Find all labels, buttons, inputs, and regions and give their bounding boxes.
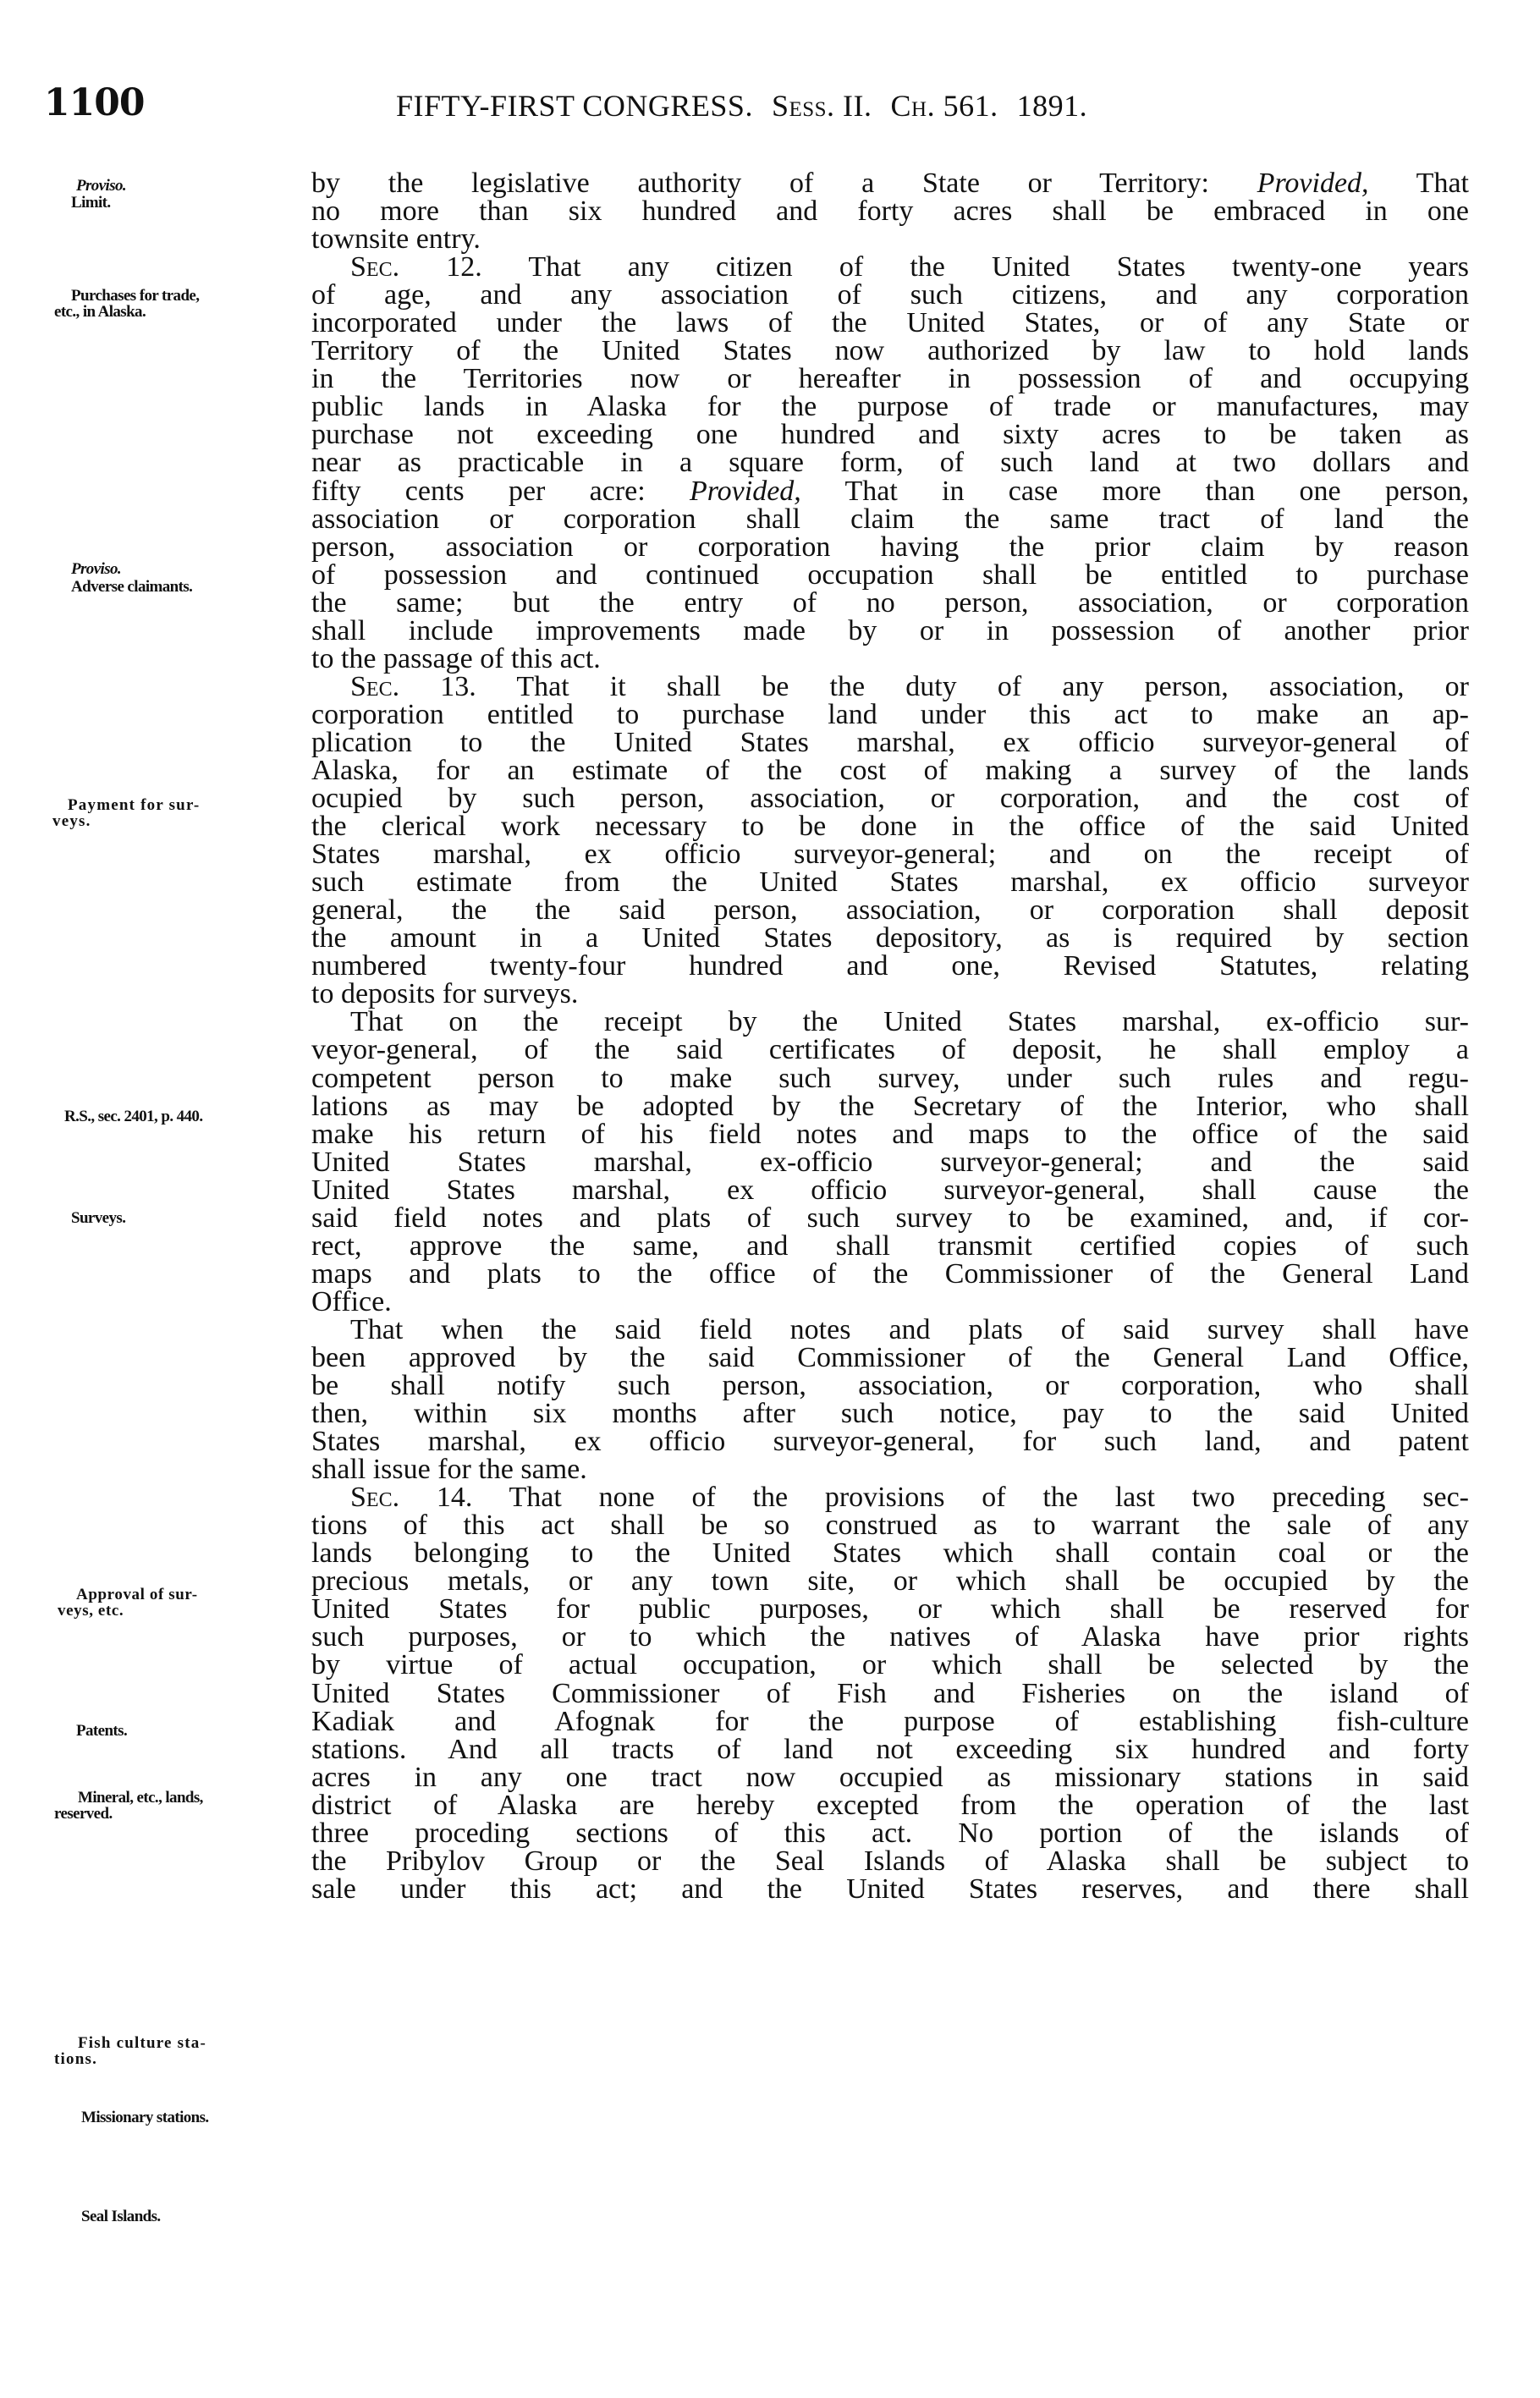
- text-line: Kadiak and Afognak for the purpose of establishing fish-culture: [311, 1705, 1469, 1737]
- text-line: public lands in Alaska for the purpose of trade or manufactures, may: [311, 391, 1469, 423]
- paragraph-start: That on the receipt by the United States marshal, ex-officio sur-: [350, 1006, 1469, 1038]
- text-line: stations. And all tracts of land not exceeding six hundred and forty: [311, 1733, 1469, 1765]
- text-line: association or corporation shall claim the same tract of land the: [311, 503, 1469, 535]
- text-line: Territory of the United States now authorized by law to hold lands: [311, 335, 1469, 367]
- text-line: the same; but the entry of no person, association, or corporation: [311, 586, 1469, 619]
- text-line: the amount in a United States depository, as is required by section: [311, 922, 1469, 954]
- text-line: ocupied by such person, association, or corporation, and the cost of: [311, 783, 1469, 815]
- text-line: district of Alaska are hereby excepted from the operation of the last: [311, 1789, 1469, 1821]
- year-label: 1891.: [1016, 89, 1088, 123]
- margin-note: Proviso.: [76, 177, 127, 195]
- margin-note: R.S., sec. 2401, p. 440.: [64, 1108, 203, 1125]
- section-number: Sec. 12.: [350, 251, 482, 283]
- text-line: States marshal, ex officio surveyor-general; and on the receipt of: [311, 839, 1469, 871]
- text-line: United States marshal, ex-officio surveyor-general; and the said: [311, 1146, 1469, 1178]
- text-line: competent person to make such survey, under such rules and regu-: [311, 1062, 1469, 1094]
- running-head: [396, 88, 1106, 124]
- text-line: shall issue for the same.: [311, 1454, 587, 1486]
- margin-note: Purchases for trade, etc., in Alaska.: [54, 287, 200, 321]
- text-line: corporation entitled to purchase land under this act to make an ap-: [311, 698, 1469, 730]
- text-line: by virtue of actual occupation, or which shall be selected by the: [311, 1649, 1469, 1681]
- text-line: shall include improvements made by or in possession of another prior: [311, 614, 1469, 646]
- section-12-start: Sec. 12. That any citizen of the United States twenty-one years: [350, 251, 1469, 283]
- text-line: States marshal, ex officio surveyor-general, for such land, and patent: [311, 1426, 1469, 1458]
- congress-title: FIFTY-FIRST CONGRESS.: [396, 89, 753, 123]
- section-13-start: Sec. 13. That it shall be the duty of any person, association, or: [350, 670, 1470, 702]
- text-line: said field notes and plats of such survey to be examined, and, if cor-: [311, 1202, 1469, 1234]
- margin-note: Mineral, etc., lands, reserved.: [54, 1789, 203, 1823]
- text-line: by the legislative authority of a State or Territory: Provided, That: [311, 168, 1469, 199]
- text-line: veyor-general, of the said certificates of deposit, he shall employ a: [311, 1034, 1469, 1066]
- text-line: Office.: [311, 1285, 392, 1317]
- margin-note: Missionary stations.: [81, 2109, 209, 2126]
- text-line: the Pribylov Group or the Seal Islands of Alaska shall be subject to: [311, 1845, 1469, 1877]
- text-line: no more than six hundred and forty acres shall be embraced in one: [311, 195, 1469, 228]
- page-number: 1100: [44, 81, 145, 124]
- paragraph-start: That when the said field notes and plats of said survey shall have: [350, 1313, 1469, 1345]
- text-line: to deposits for surveys.: [311, 978, 579, 1010]
- session-label: Sess. II.: [771, 89, 872, 123]
- text-line: the clerical work necessary to be done in the office of the said United: [311, 811, 1469, 843]
- section-14-start: Sec. 14. That none of the provisions of the last two preceding sec-: [350, 1482, 1469, 1514]
- text-line: lands belonging to the United States which shall contain coal or the: [311, 1537, 1469, 1570]
- text-line: purchase not exceeding one hundred and sixty acres to be taken as: [311, 419, 1469, 451]
- margin-note: Proviso.: [71, 560, 122, 578]
- text-line: maps and plats to the office of the Commissioner of the General Land: [311, 1257, 1469, 1290]
- margin-note: Fish culture sta- tions.: [54, 2034, 206, 2068]
- margin-note: Adverse claimants.: [71, 578, 193, 596]
- text-line: United States Commissioner of Fish and Fisheries on the island of: [311, 1677, 1469, 1709]
- text-line: of age, and any association of such citizens, and any corporation: [311, 279, 1469, 311]
- margin-note: Limit.: [71, 194, 111, 212]
- text-line: then, within six months after such notice, pay to the said United: [311, 1398, 1469, 1430]
- text-line: person, association or corporation having the prior claim by reason: [311, 531, 1469, 563]
- text-line: acres in any one tract now occupied as missionary stations in said: [311, 1761, 1469, 1793]
- statute-body-text: [311, 169, 1469, 1903]
- text-line: numbered twenty-four hundred and one, Revised Statutes, relating: [311, 950, 1469, 982]
- text-line: rect, approve the same, and shall transmit certified copies of such: [311, 1229, 1469, 1262]
- text-line: townsite entry.: [311, 223, 481, 256]
- text-line: general, the the said person, association, or corporation shall deposit: [311, 894, 1469, 927]
- margin-note: Patents.: [76, 1722, 128, 1740]
- text-line: such estimate from the United States marshal, ex officio surveyor: [311, 866, 1469, 899]
- text-line: sale under this act; and the United States reserves, and there shall: [311, 1873, 1469, 1905]
- text-line: incorporated under the laws of the United States, or of any State or: [311, 307, 1469, 339]
- text-line: to the passage of this act.: [311, 642, 601, 674]
- section-number: Sec. 13.: [350, 670, 476, 702]
- margin-note: Payment for sur- veys.: [52, 796, 201, 830]
- margin-note: Seal Islands.: [81, 2208, 161, 2225]
- margin-notes: [0, 0, 305, 2398]
- margin-note: Surveys.: [71, 1209, 126, 1227]
- text-line: in the Territories now or hereafter in possession of and occupying: [311, 363, 1469, 395]
- text-line: United States marshal, ex officio surveyor-general, shall cause the: [311, 1174, 1469, 1206]
- chapter-label: Ch. 561.: [890, 89, 998, 123]
- text-line: Alaska, for an estimate of the cost of making a survey of the lands: [311, 754, 1469, 786]
- text-line: been approved by the said Commissioner of the General Land Office,: [311, 1341, 1469, 1373]
- text-line: such purposes, or to which the natives of Alaska have prior rights: [311, 1621, 1469, 1653]
- text-line: fifty cents per acre: Provided, That in case more than one person,: [311, 475, 1469, 507]
- text-line: be shall notify such person, association, or corporation, who shall: [311, 1370, 1469, 1402]
- text-line: United States for public purposes, or which shall be reserved for: [311, 1593, 1469, 1625]
- text-line: plication to the United States marshal, ex officio surveyor-general of: [311, 726, 1469, 758]
- text-line: make his return of his field notes and maps to the office of the said: [311, 1118, 1469, 1150]
- text-line: precious metals, or any town site, or which shall be occupied by the: [311, 1565, 1469, 1598]
- text-line: of possession and continued occupation shall be entitled to purchase: [311, 558, 1469, 591]
- text-line: lations as may be adopted by the Secretary of the Interior, who shall: [311, 1090, 1469, 1122]
- text-line: three proceding sections of this act. No portion of the islands of: [311, 1817, 1469, 1849]
- text-line: tions of this act shall be so construed as to warrant the sale of any: [311, 1510, 1469, 1542]
- margin-note: Approval of sur- veys, etc.: [58, 1586, 198, 1620]
- text-line: near as practicable in a square form, of such land at two dollars and: [311, 447, 1469, 479]
- section-number: Sec. 14.: [350, 1482, 473, 1514]
